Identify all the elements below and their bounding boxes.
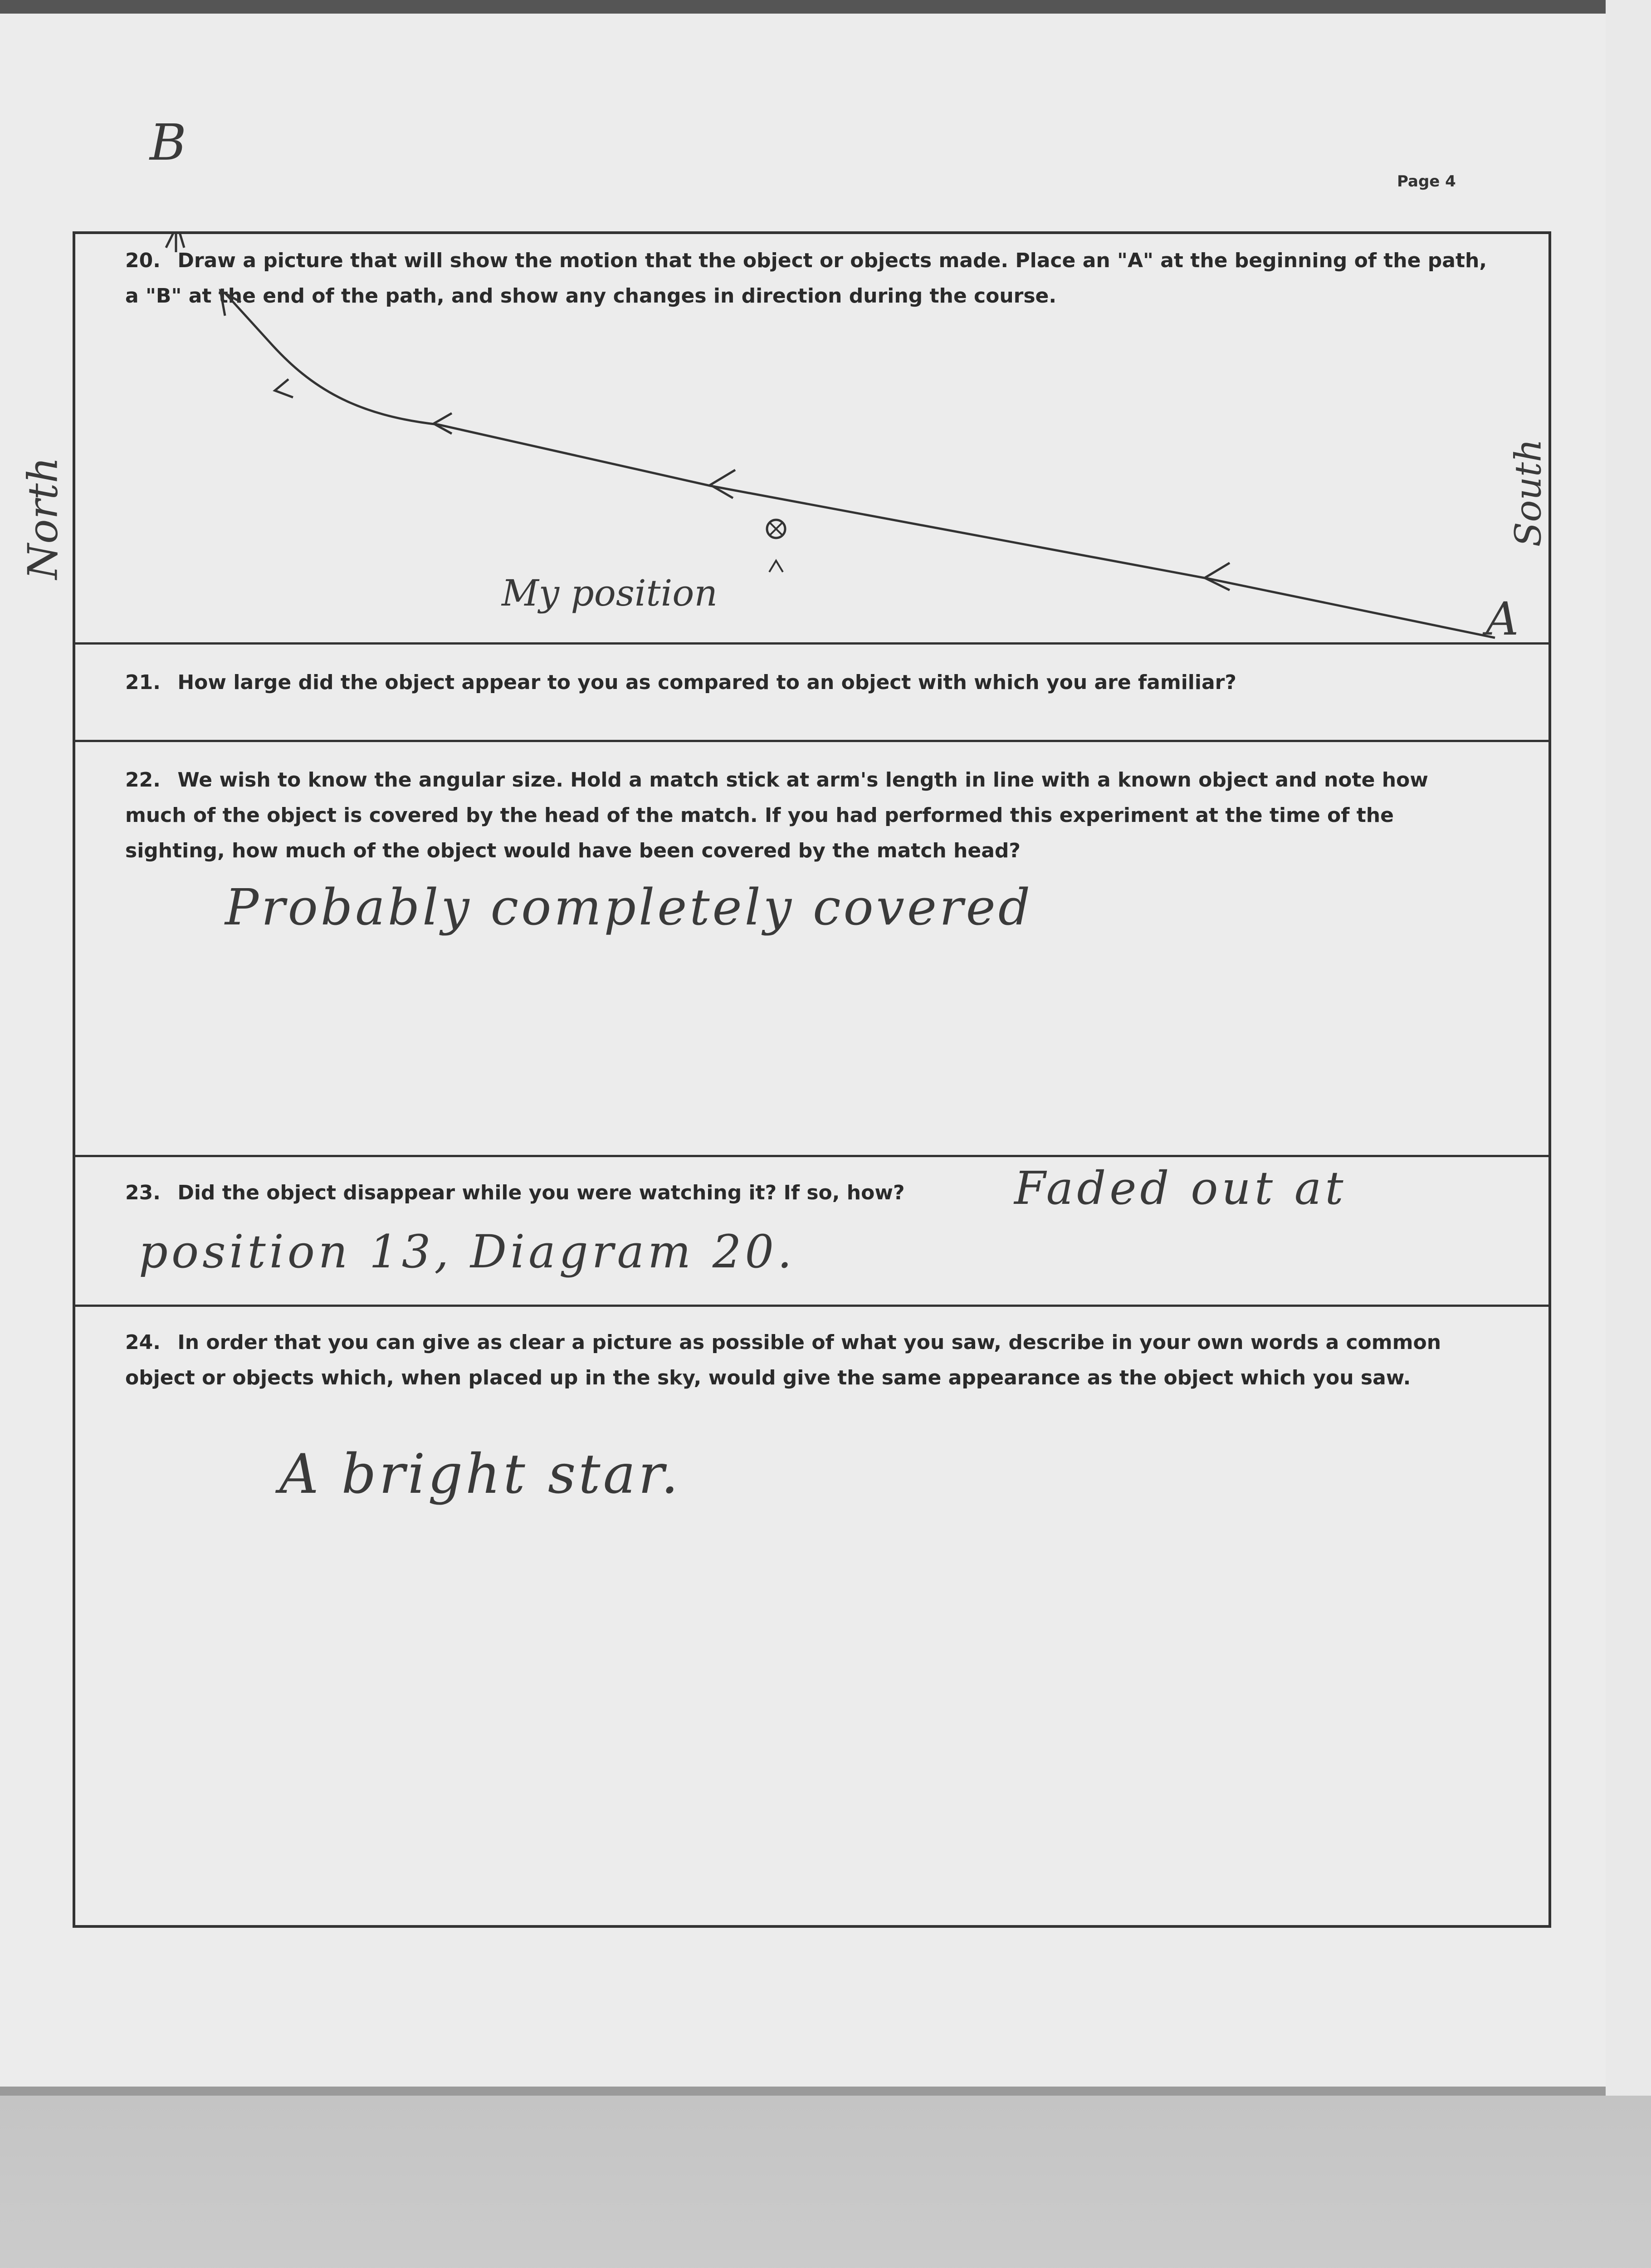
question-text: In order that you can give as clear a picture as possible of what you saw, describe in your own words a common object or objects which, when placed up in the sky, would give the same appearance as the object which you saw. — [125, 1331, 1441, 1389]
question-21-section — [75, 645, 1548, 742]
question-number: 20. — [125, 249, 161, 272]
question-number: 22. — [125, 768, 161, 792]
question-24-section — [75, 1307, 1548, 1928]
position-note: My position — [502, 572, 718, 614]
question-23-section — [75, 1157, 1548, 1307]
direction-arrow — [220, 291, 241, 316]
answer-22: Probably completely covered — [225, 878, 1033, 936]
question-text: Draw a picture that will show the motion that the object or objects made. Place an "A" at the beginning of the path, a "B" at the end of the path, and show any changes in direction during the course. — [125, 249, 1487, 308]
motion-path-sketch — [75, 234, 1548, 642]
direction-arrow — [275, 379, 293, 397]
motion-path-line — [225, 293, 1495, 638]
direction-arrow — [1205, 563, 1230, 590]
path-start-label-a: A — [1486, 592, 1519, 645]
question-24 — [125, 1325, 1494, 1396]
question-22-section — [75, 742, 1548, 1157]
question-text: Did the object disappear while you were watching it? If so, how? — [177, 1181, 905, 1204]
question-20-section — [75, 234, 1548, 645]
question-number: 23. — [125, 1181, 161, 1204]
question-21 — [125, 665, 1494, 700]
direction-arrow — [710, 470, 735, 498]
question-text: We wish to know the angular size. Hold a match stick at arm's length in line with a known object and note how much of the object is covered by the head of the match. If you had performed this experiment at the time of the sighting, how much of the object would have been covered by the match head? — [125, 768, 1428, 862]
page-number: Page 4 — [1397, 172, 1456, 191]
answer-24: A bright star. — [279, 1443, 681, 1506]
scan-right-edge — [1606, 0, 1651, 2096]
margin-note-south: South — [1507, 439, 1549, 547]
answer-23-line1: Faded out at — [1014, 1162, 1347, 1215]
form-page — [0, 14, 1606, 2087]
question-number: 21. — [125, 671, 161, 694]
question-text: How large did the object appear to you as compared to an object with which you are familiar? — [177, 671, 1236, 694]
question-22 — [125, 763, 1494, 869]
questionnaire-form — [73, 231, 1551, 1928]
answer-23-line2: position 13, Diagram 20. — [139, 1225, 796, 1278]
margin-note-north: North — [19, 457, 67, 580]
margin-letter-b: B — [150, 113, 186, 171]
scan-top-edge — [0, 0, 1651, 14]
scan-background — [0, 2096, 1651, 2268]
observer-position-icon — [767, 520, 785, 572]
question-number: 24. — [125, 1331, 161, 1354]
